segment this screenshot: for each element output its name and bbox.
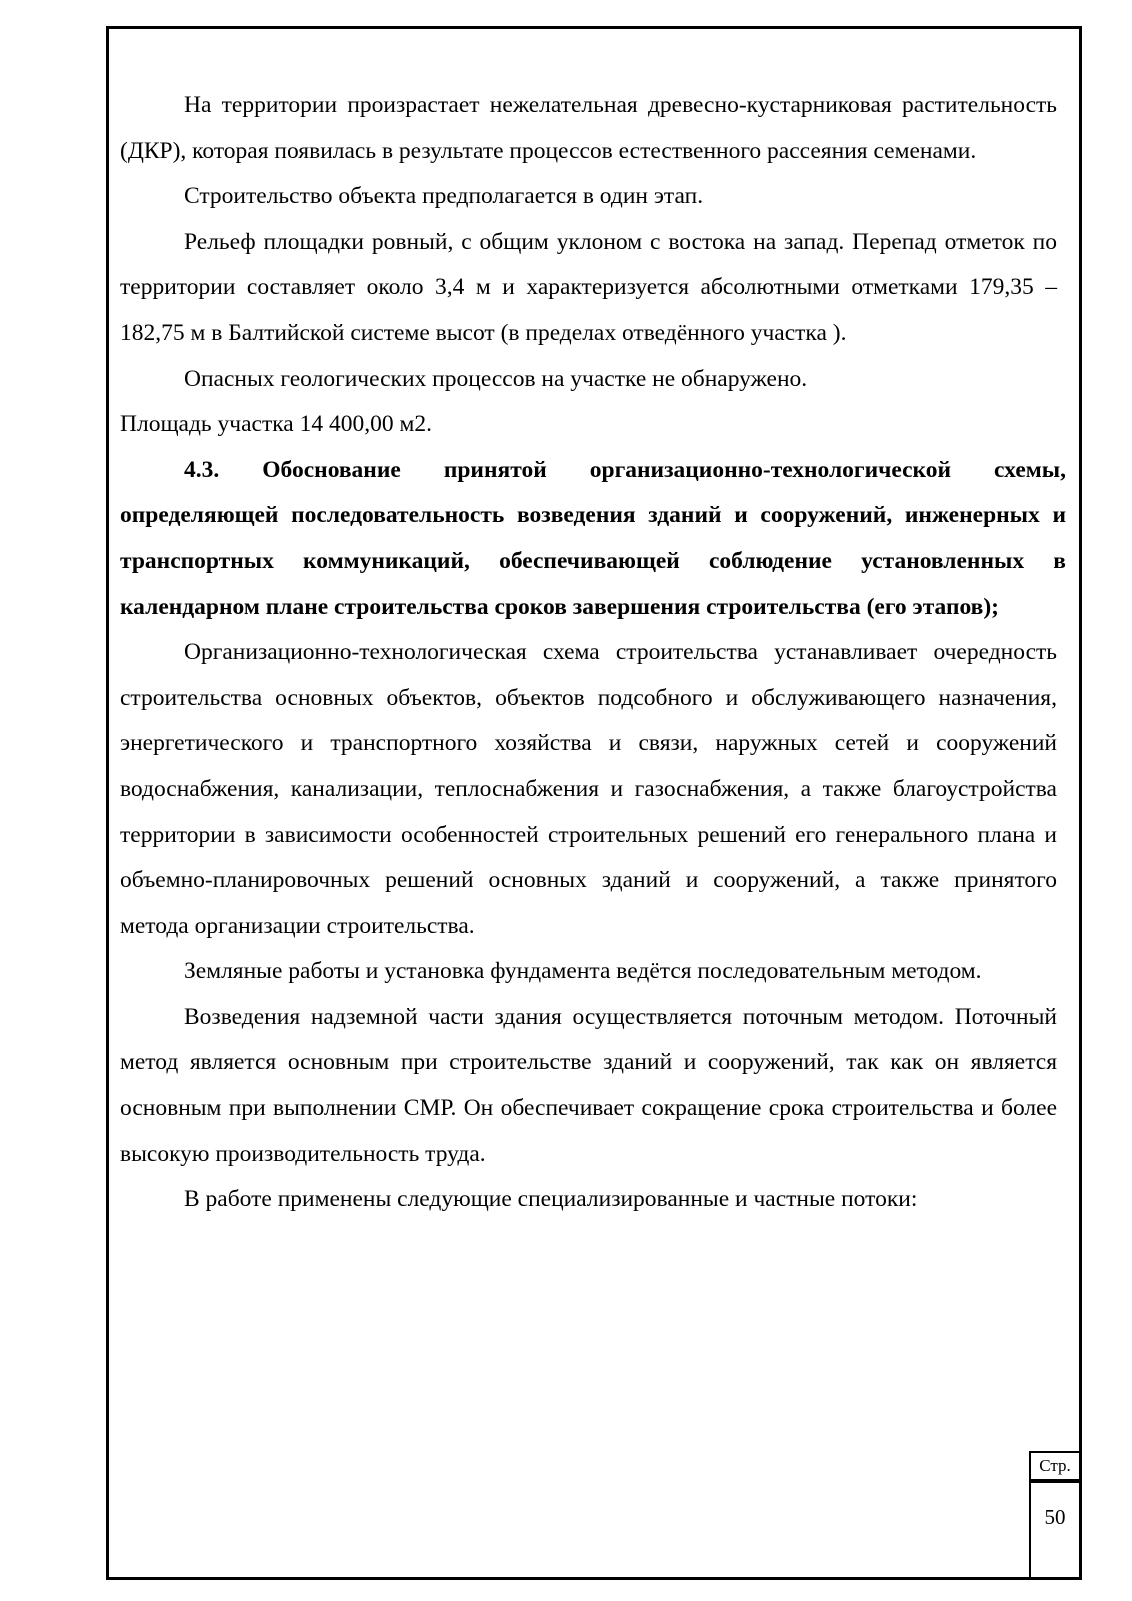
paragraph-flows: В работе применены следующие специализированные и частные потоки: <box>184 1186 918 1213</box>
page-number-cell: 50 <box>1029 1481 1079 1577</box>
section-heading: 4.3. Обоснование принятой организационно-технологической схемы, определяющей последовательность возведения зданий и сооружений, инженерных и транспортных коммуникаций, обеспечивающей соблюдение установленных в календарном плане строительства сроков завершения строительства (его этапов); <box>120 456 1066 620</box>
page-label-cell: Стр. <box>1029 1451 1079 1481</box>
paragraph-relief: Рельеф площадки ровный, с общим уклоном с востока на запад. Перепад отметок по территории составляет около 3,4 м и характеризуется абсолютными отметками 179,35 – 182,75 м в Балтийской системе высот (в пределах отведённого участка ). <box>120 228 1057 346</box>
paragraph-vegetation: На территории произрастает нежелательная древесно-кустарниковая растительность (ДКР), которая появилась в результате процессов естественного рассеяния семенами. <box>120 92 1057 164</box>
paragraph-geology: Опасных геологических процессов на участке не обнаружено. <box>184 365 808 392</box>
paragraph-stages: Строительство объекта предполагается в один этап. <box>184 183 704 210</box>
paragraph-earthworks: Земляные работы и установка фундамента ведётся последовательным методом. <box>184 958 982 985</box>
paragraph-flow-method: Возведения надземной части здания осуществляется поточным методом. Поточный метод является основным при строительстве зданий и сооружений, так как он является основным при выполнении СМР. Он обеспечивает сокращение срока строительства и более высокую производительность труда. <box>120 1003 1057 1167</box>
paragraph-area: Площадь участка 14 400,00 м2. <box>120 411 432 438</box>
document-body <box>120 83 1080 1223</box>
paragraph-scheme: Организационно-технологическая схема строительства устанавливает очередность строительства основных объектов, объектов подсобного и обслуживающего назначения, энергетического и транспортного хозяйства и связи, наружных сетей и сооружений водоснабжения, канализации, теплоснабжения и газоснабжения, а также благоустройства территории в зависимости особенностей строительных решений его генерального плана и объемно-планировочных решений основных зданий и сооружений, а также принятого метода организации строительства. <box>120 639 1057 939</box>
